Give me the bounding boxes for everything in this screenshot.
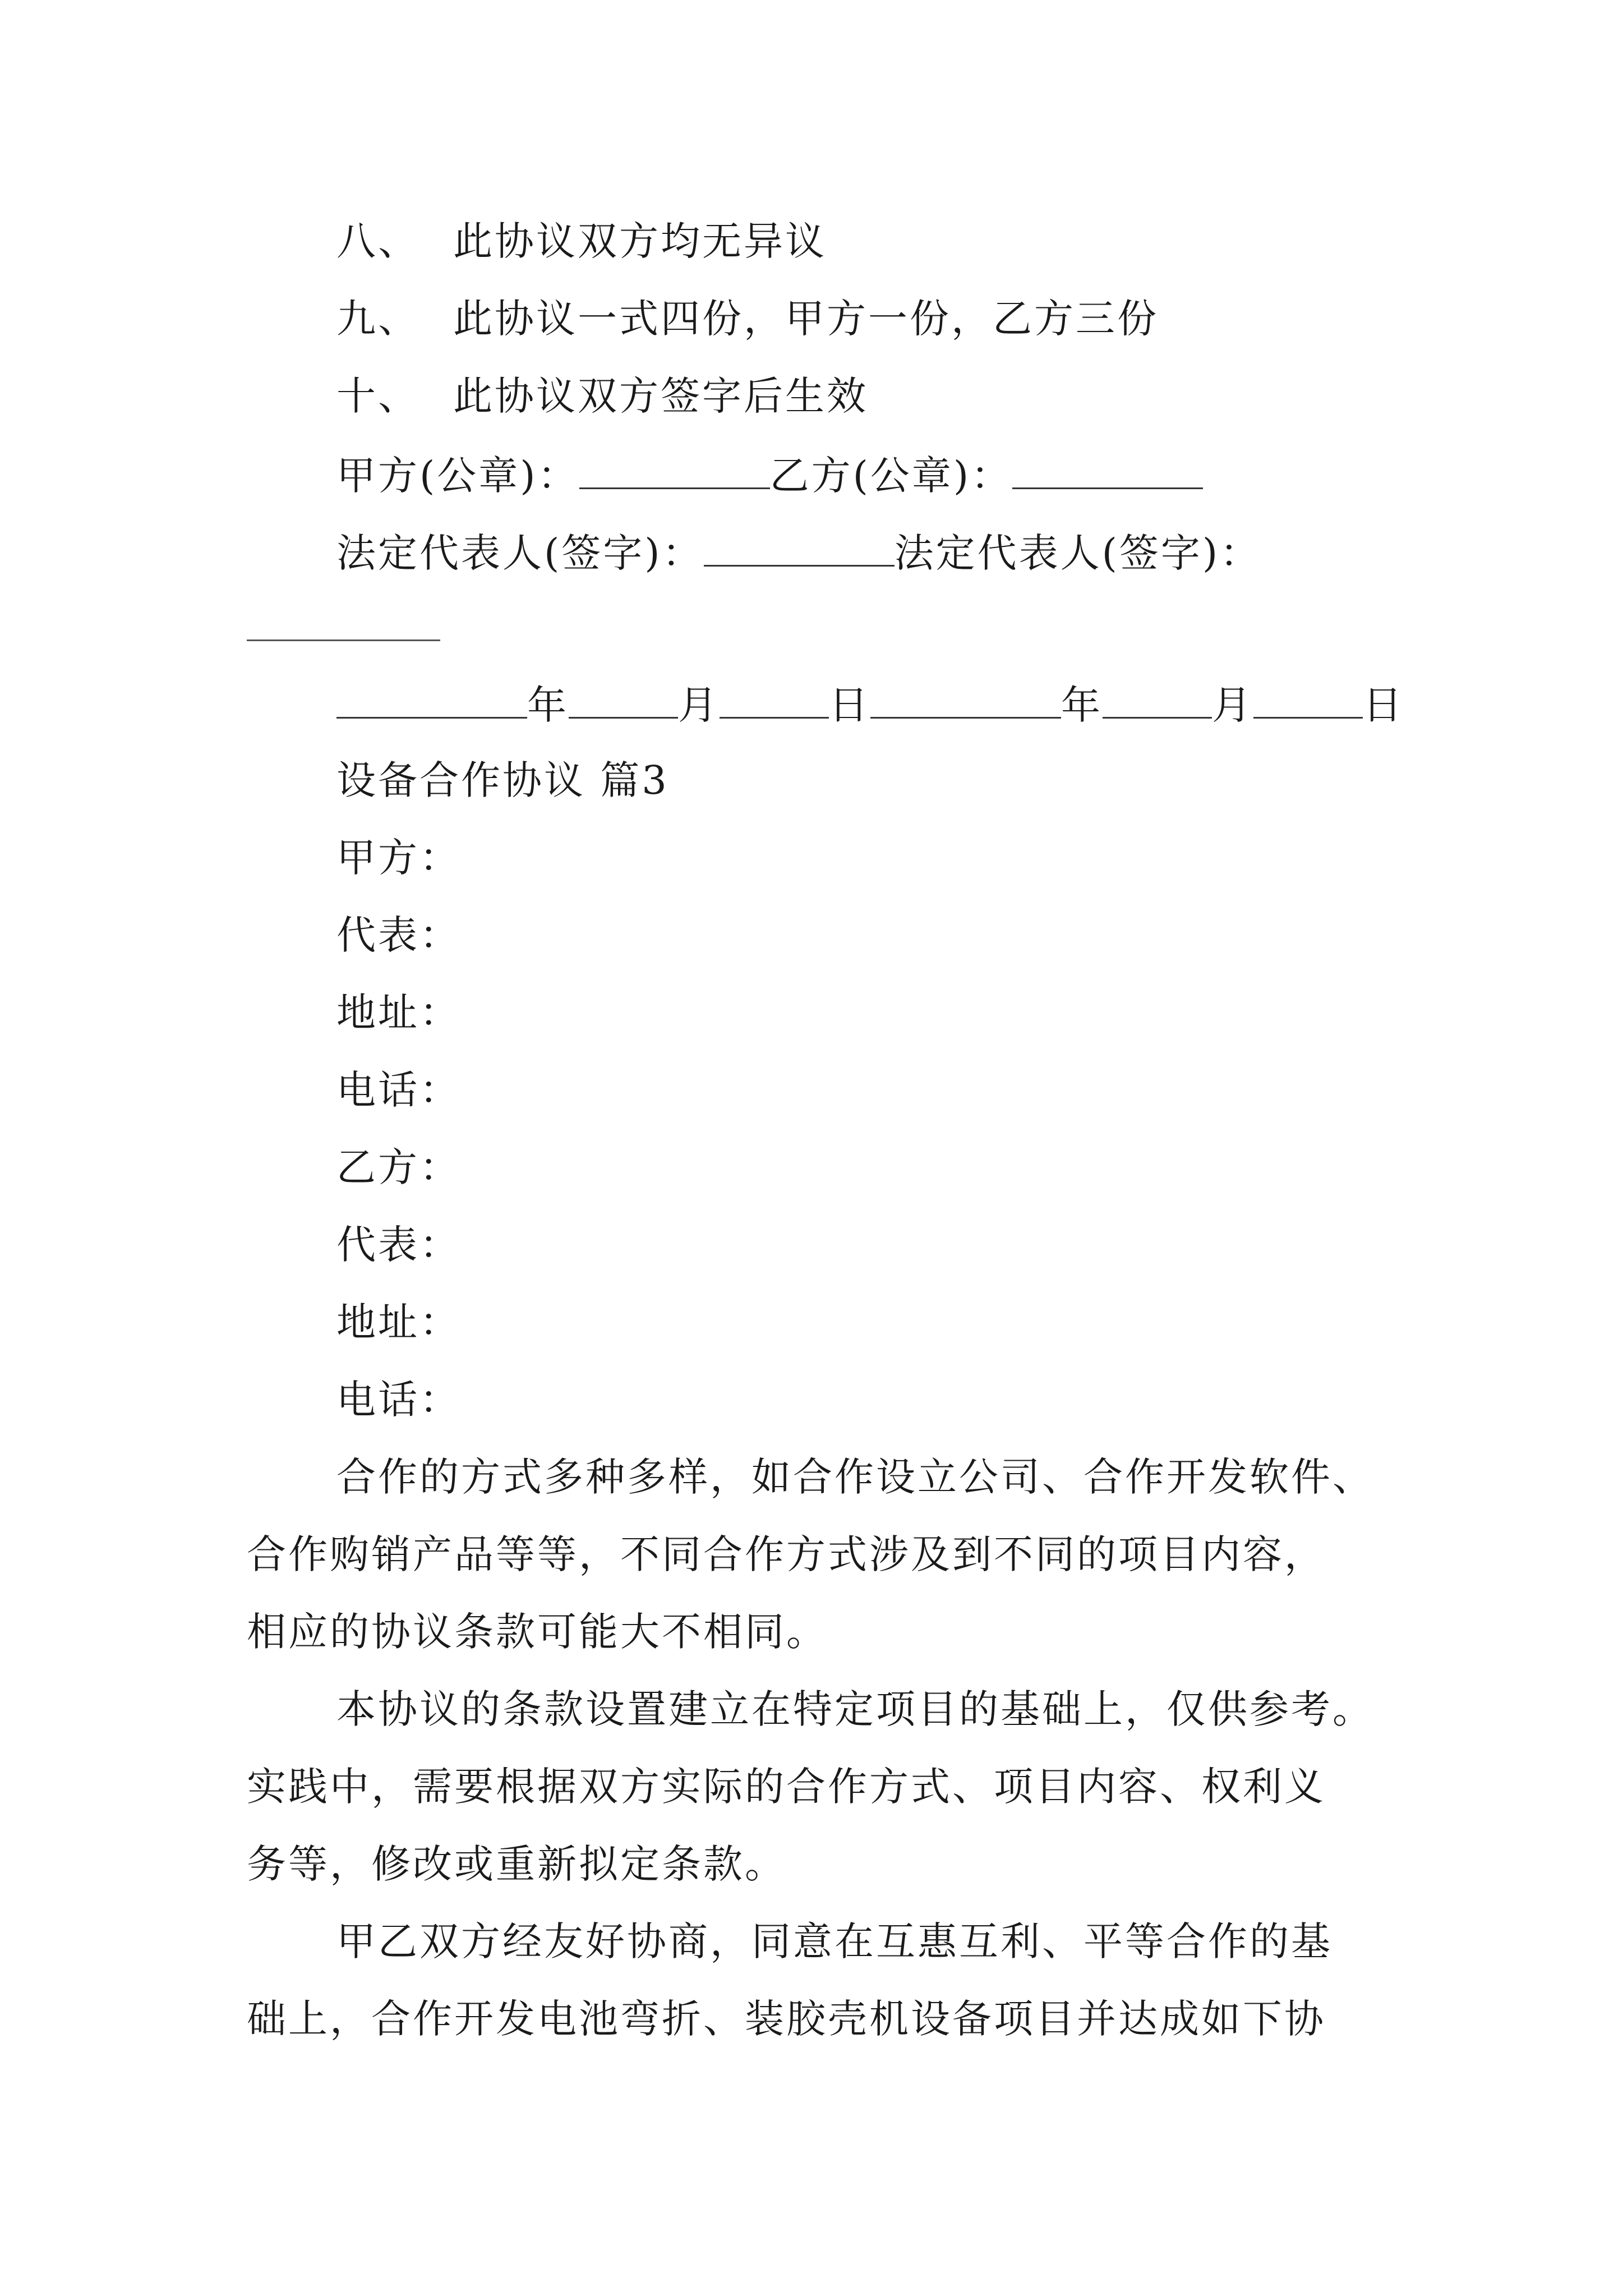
clause-9-text: 此协议一式四份，甲方一份，乙方三份 bbox=[453, 296, 1159, 342]
party-a-rep: 代表： bbox=[336, 912, 461, 958]
date-line bbox=[336, 678, 1404, 730]
paragraph-1-line-1: 合作的方式多种多样，如合作设立公司、合作开发软件、 bbox=[336, 1454, 1374, 1500]
clause-8-text: 此协议双方均无异议 bbox=[453, 218, 827, 264]
legal-rep-b-label: 法定代表人(签字)： bbox=[894, 530, 1262, 576]
day-blank-b bbox=[1253, 678, 1363, 719]
paragraph-1-line-2: 合作购销产品等等，不同合作方式涉及到不同的项目内容， bbox=[247, 1531, 1326, 1577]
party-a-seal-blank bbox=[579, 448, 770, 489]
year-blank-b bbox=[870, 678, 1061, 719]
party-b-seal-label: 乙方(公章)： bbox=[769, 453, 1013, 499]
legal-rep-b-blank bbox=[247, 639, 440, 641]
month-label-b: 月 bbox=[1212, 682, 1253, 728]
clause-9-number: 九、 bbox=[336, 296, 419, 342]
legal-rep-line bbox=[336, 526, 1261, 578]
paragraph-1-line-3: 相应的协议条款可能大不相同。 bbox=[247, 1609, 828, 1655]
clause-8 bbox=[336, 216, 827, 266]
month-blank-a bbox=[569, 678, 678, 719]
month-blank-b bbox=[1103, 678, 1212, 719]
paragraph-2-line-3: 务等，修改或重新拟定条款。 bbox=[247, 1841, 786, 1887]
party-a-seal-label: 甲方(公章)： bbox=[336, 453, 579, 499]
year-blank-a bbox=[336, 678, 527, 719]
party-b-phone: 电话： bbox=[336, 1377, 461, 1423]
party-b-rep: 代表： bbox=[336, 1222, 461, 1268]
day-label-b: 日 bbox=[1363, 682, 1404, 728]
paragraph-2-line-1: 本协议的条款设置建立在特定项目的基础上，仅供参考。 bbox=[336, 1686, 1374, 1732]
section-title: 设备合作协议 篇3 bbox=[336, 757, 669, 803]
paragraph-2-line-2: 实践中，需要根据双方实际的合作方式、项目内容、权利义 bbox=[247, 1764, 1326, 1810]
party-b-label: 乙方： bbox=[336, 1144, 461, 1190]
day-label-a: 日 bbox=[829, 682, 870, 728]
seal-line bbox=[336, 448, 1203, 501]
day-blank-a bbox=[720, 678, 829, 719]
paragraph-3-line-2: 础上，合作开发电池弯折、装胶壳机设备项目并达成如下协 bbox=[247, 1996, 1326, 2042]
party-b-address: 地址： bbox=[336, 1299, 461, 1345]
party-b-seal-blank bbox=[1012, 448, 1203, 489]
legal-rep-a-label: 法定代表人(签字)： bbox=[336, 530, 704, 576]
clause-10-number: 十、 bbox=[336, 373, 419, 419]
year-label-a: 年 bbox=[527, 682, 569, 728]
clause-8-number: 八、 bbox=[336, 218, 419, 264]
legal-rep-a-blank bbox=[704, 526, 895, 567]
clause-10-text: 此协议双方签字后生效 bbox=[453, 373, 868, 419]
month-label-a: 月 bbox=[678, 682, 720, 728]
party-a-phone: 电话： bbox=[336, 1067, 461, 1113]
paragraph-3-line-1: 甲乙双方经友好协商，同意在互惠互利、平等合作的基 bbox=[336, 1918, 1332, 1964]
clause-10 bbox=[336, 371, 868, 421]
party-a-address: 地址： bbox=[336, 990, 461, 1036]
clause-9 bbox=[336, 293, 1159, 344]
year-label-b: 年 bbox=[1061, 682, 1103, 728]
party-a-label: 甲方： bbox=[336, 835, 461, 881]
